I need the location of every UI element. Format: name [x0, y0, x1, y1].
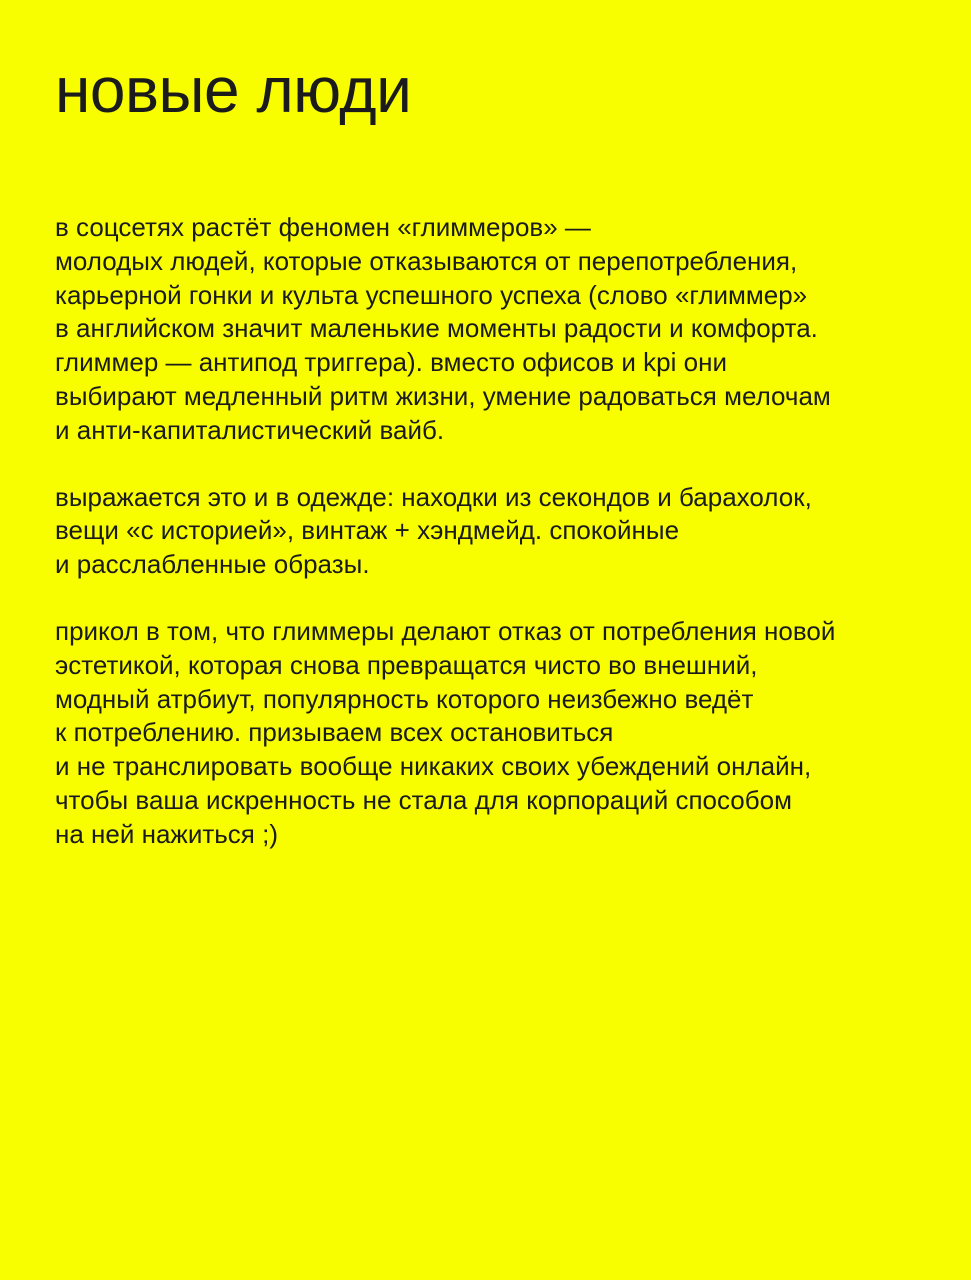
text-line: в соцсетях растёт феномен «глиммеров» —: [55, 212, 591, 242]
text-line: выбирают медленный ритм жизни, умение радоваться мелочам: [55, 380, 831, 411]
text-line: молодых людей, которые отказываются от перепотребления,: [55, 245, 798, 276]
text-line: чтобы ваша искренность не стала для корпораций способом: [55, 784, 792, 815]
article-body: [55, 211, 971, 852]
paragraph-1: [55, 211, 971, 448]
text-line: и анти-капиталистический вайб.: [55, 414, 445, 445]
text-line: в английском значит маленькие моменты радости и комфорта.: [55, 313, 818, 344]
text-line: и не транслировать вообще никаких своих убеждений онлайн,: [55, 751, 812, 782]
text-line: прикол в том, что глиммеры делают отказ от потребления новой: [55, 615, 836, 646]
text-line: на ней нажиться ;): [55, 818, 278, 849]
text-line: карьерной гонки и культа успешного успеха (слово «глиммер»: [55, 279, 808, 310]
text-line: и расслабленные образы.: [55, 549, 370, 580]
text-line: эстетикой, которая снова превращатся чисто во внешний,: [55, 649, 758, 680]
page-title: новые люди: [55, 54, 412, 126]
paragraph-3: [55, 615, 971, 852]
text-line: к потреблению. призываем всех остановиться: [55, 717, 614, 748]
text-line: модный атрбиут, популярность которого неизбежно ведёт: [55, 683, 754, 714]
text-line: глиммер — антипод триггера). вместо офисов и kpi они: [55, 347, 727, 378]
text-line: вещи «с историей», винтаж + хэндмейд. спокойные: [55, 515, 680, 546]
text-line: выражается это и в одежде: находки из секондов и барахолок,: [55, 481, 812, 512]
paragraph-2: [55, 481, 971, 582]
